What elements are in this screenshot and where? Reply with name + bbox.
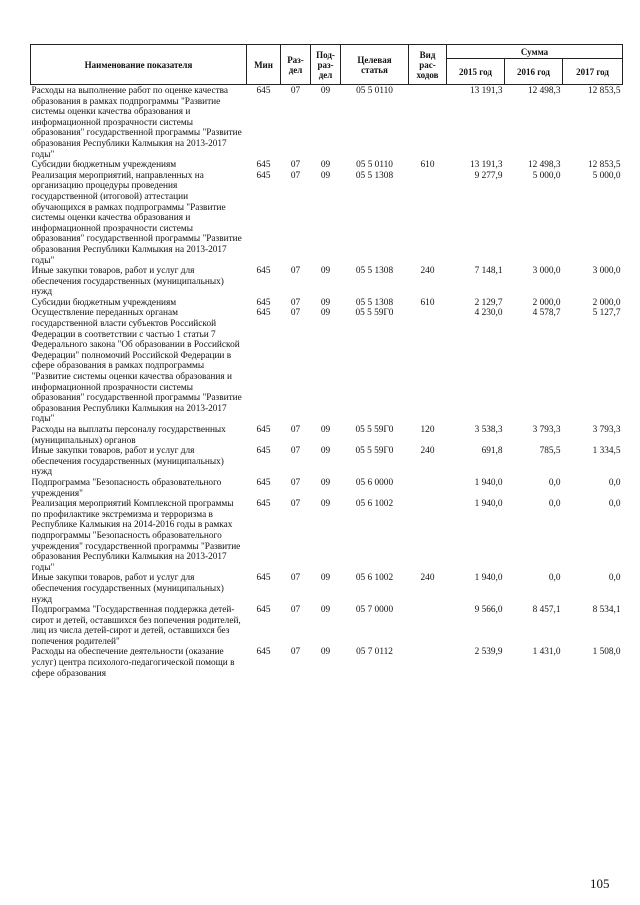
row-razdel: 07 xyxy=(290,297,301,308)
row-name: Иные закупки товаров, работ и услуг для обеспечения государственных (муниципальных) нужд xyxy=(31,446,224,478)
row-name: Расходы на выполнение работ по оценке качества образования в рамках подпрограммы "Развитие системы оценки качества образования и информационной прозрачности системы образования" государственной программы "Развитие образования Республики Калмыкия на 2013-2017 годы" xyxy=(31,86,242,160)
row-target-article: 05 6 1002 xyxy=(355,499,394,510)
row-razdel: 07 xyxy=(290,477,301,488)
row-sum-2015: 13 191,3 xyxy=(469,160,503,171)
header-target: Целевая статья xyxy=(341,45,409,85)
row-sum-2016: 0,0 xyxy=(548,573,561,584)
row-target-article: 05 5 1308 xyxy=(355,297,394,308)
row-sum-2015: 7 148,1 xyxy=(474,266,503,277)
row-expense-type xyxy=(409,499,447,573)
row-sum-2015: 1 940,0 xyxy=(474,573,503,584)
table-row xyxy=(31,573,623,605)
header-min: Мин xyxy=(247,45,281,85)
row-sum-2016: 0,0 xyxy=(548,477,561,488)
row-expense-type: 240 xyxy=(420,573,435,584)
row-sum-2016: 785,5 xyxy=(539,446,561,457)
row-target-article: 05 5 59Г0 xyxy=(355,308,394,319)
row-expense-type: 610 xyxy=(420,160,435,171)
row-min: 645 xyxy=(256,297,271,308)
row-expense-type: 240 xyxy=(420,446,435,457)
row-name: Осуществление переданных органам государственной власти субъектов Российской Федерации в соответствии с частью 1 статьи 7 Федерального закона "Об образовании в Российской Федерации" полномочий Российской Федерации в сфере образования в рамках подпрограммы "Развитие системы оценки качества образования и информационной прозрачности системы образования" государственной программы "Развитие образования Республики Калмыкия на 2013-2017 годы" xyxy=(31,308,242,425)
row-sum-2015: 13 191,3 xyxy=(469,86,503,96)
table-row xyxy=(31,478,623,499)
row-sum-2017: 3 000,0 xyxy=(592,266,621,277)
row-razdel: 07 xyxy=(290,499,301,510)
row-razdel: 07 xyxy=(290,308,301,319)
row-target-article: 05 6 1002 xyxy=(355,573,394,584)
row-sum-2015: 9 566,0 xyxy=(474,605,503,616)
row-target-article: 05 5 1308 xyxy=(355,170,394,181)
table-row xyxy=(31,298,623,309)
row-name: Реализация мероприятий, направленных на организацию процедуры проведения государственной (итоговой) аттестации обучающихся в рамках подпрограммы "Развитие системы оценки качества образования и информационной прозрачности системы образования" государственной программы "Развитие образования Республики Калмыкия на 2013-2017 годы" xyxy=(31,170,242,266)
row-podrazdel: 09 xyxy=(320,170,331,181)
row-razdel: 07 xyxy=(290,170,301,181)
row-sum-2017: 2 000,0 xyxy=(592,297,621,308)
header-2015: 2015 год xyxy=(447,59,505,85)
row-sum-2016: 12 498,3 xyxy=(527,86,561,96)
header-2016: 2016 год xyxy=(505,59,563,85)
table-row xyxy=(31,160,623,171)
row-expense-type: 610 xyxy=(420,297,435,308)
row-razdel: 07 xyxy=(290,266,301,277)
row-podrazdel: 09 xyxy=(320,297,331,308)
row-sum-2015: 9 277,9 xyxy=(474,170,503,181)
row-sum-2016: 0,0 xyxy=(548,499,561,510)
row-sum-2017: 12 853,5 xyxy=(587,160,621,171)
row-min: 645 xyxy=(256,425,271,435)
row-razdel: 07 xyxy=(290,446,301,457)
row-name: Иные закупки товаров, работ и услуг для обеспечения государственных (муниципальных) нужд xyxy=(31,266,224,298)
row-podrazdel: 09 xyxy=(320,446,331,457)
row-target-article: 05 6 0000 xyxy=(355,477,394,488)
header-2017: 2017 год xyxy=(563,59,623,85)
row-min: 645 xyxy=(256,308,271,319)
row-target-article: 05 7 0000 xyxy=(355,605,394,616)
row-min: 645 xyxy=(256,477,271,488)
row-expense-type: 240 xyxy=(420,266,435,277)
row-expense-type xyxy=(409,85,447,161)
row-podrazdel: 09 xyxy=(320,605,331,616)
row-target-article: 05 5 0110 xyxy=(356,86,393,96)
row-target-article: 05 7 0112 xyxy=(356,647,393,658)
row-sum-2015: 2 539,9 xyxy=(474,647,503,658)
row-sum-2016: 12 498,3 xyxy=(527,160,561,171)
row-sum-2016: 3 793,3 xyxy=(532,425,561,435)
row-sum-2017: 0,0 xyxy=(608,499,621,510)
row-podrazdel: 09 xyxy=(320,308,331,319)
table-row xyxy=(31,85,623,161)
row-sum-2017: 3 793,3 xyxy=(592,425,621,435)
header-vid: Вид рас- ходов xyxy=(409,45,447,85)
row-podrazdel: 09 xyxy=(320,425,331,435)
row-min: 645 xyxy=(256,605,271,616)
header-podrazdel: Под- раз- дел xyxy=(311,45,341,85)
row-expense-type xyxy=(409,478,447,499)
row-target-article: 05 5 0110 xyxy=(356,160,393,171)
row-sum-2016: 3 000,0 xyxy=(532,266,561,277)
row-name: Субсидии бюджетным учреждениям xyxy=(31,297,177,308)
row-expense-type: 120 xyxy=(420,425,435,435)
row-name: Расходы на выплаты персоналу государственных (муниципальных) органов xyxy=(31,425,226,446)
row-min: 645 xyxy=(256,446,271,457)
row-podrazdel: 09 xyxy=(320,573,331,584)
row-sum-2017: 0,0 xyxy=(608,573,621,584)
row-podrazdel: 09 xyxy=(320,499,331,510)
row-podrazdel: 09 xyxy=(320,647,331,658)
row-sum-2016: 5 000,0 xyxy=(532,170,561,181)
table-row xyxy=(31,266,623,298)
table-row xyxy=(31,647,623,679)
row-sum-2017: 1 508,0 xyxy=(592,647,621,658)
row-podrazdel: 09 xyxy=(320,477,331,488)
table-row xyxy=(31,171,623,266)
row-name: Подпрограмма "Государственная поддержка детей-сирот и детей, оставшихся без попечения родителей, лиц из числа детей-сирот и детей, оставшихся без попечения родителей" xyxy=(31,605,241,647)
row-sum-2016: 4 578,7 xyxy=(532,308,561,319)
row-podrazdel: 09 xyxy=(320,160,331,171)
row-expense-type xyxy=(409,308,447,425)
row-razdel: 07 xyxy=(290,160,301,171)
row-podrazdel: 09 xyxy=(320,266,331,277)
row-sum-2016: 1 431,0 xyxy=(532,647,561,658)
row-sum-2015: 1 940,0 xyxy=(474,477,503,488)
row-sum-2017: 1 334,5 xyxy=(592,446,621,457)
row-razdel: 07 xyxy=(290,647,301,658)
row-min: 645 xyxy=(256,266,271,277)
row-min: 645 xyxy=(256,573,271,584)
header-name: Наименование показателя xyxy=(31,45,247,85)
table-row xyxy=(31,425,623,446)
row-target-article: 05 5 59Г0 xyxy=(355,425,394,435)
row-razdel: 07 xyxy=(290,605,301,616)
row-razdel: 07 xyxy=(290,573,301,584)
header-razdel: Раз- дел xyxy=(281,45,311,85)
page-number: 105 xyxy=(590,876,610,891)
row-expense-type xyxy=(409,605,447,647)
row-sum-2015: 2 129,7 xyxy=(474,297,503,308)
table-row xyxy=(31,446,623,478)
row-expense-type xyxy=(409,647,447,679)
row-target-article: 05 5 59Г0 xyxy=(355,446,394,457)
row-name: Подпрограмма "Безопасность образовательного учреждения" xyxy=(31,477,222,499)
row-sum-2017: 12 853,5 xyxy=(587,86,621,96)
row-sum-2015: 4 230,0 xyxy=(474,308,503,319)
row-sum-2017: 8 534,1 xyxy=(592,605,621,616)
row-min: 645 xyxy=(256,86,271,96)
row-sum-2017: 5 127,7 xyxy=(592,308,621,319)
row-min: 645 xyxy=(256,160,271,171)
row-sum-2016: 2 000,0 xyxy=(532,297,561,308)
row-sum-2015: 3 538,3 xyxy=(474,425,503,435)
row-target-article: 05 5 1308 xyxy=(355,266,394,277)
row-razdel: 07 xyxy=(290,86,301,96)
table-row xyxy=(31,308,623,425)
row-podrazdel: 09 xyxy=(320,86,331,96)
header-summa: Сумма xyxy=(447,45,623,59)
table-header xyxy=(31,45,623,85)
row-min: 645 xyxy=(256,647,271,658)
table-body xyxy=(31,85,623,680)
row-name: Иные закупки товаров, работ и услуг для обеспечения государственных (муниципальных) нужд xyxy=(31,573,224,605)
table-row xyxy=(31,605,623,647)
row-name: Субсидии бюджетным учреждениям xyxy=(31,160,177,171)
row-sum-2016: 8 457,1 xyxy=(532,605,561,616)
row-min: 645 xyxy=(256,170,271,181)
row-razdel: 07 xyxy=(290,425,301,435)
row-sum-2017: 5 000,0 xyxy=(592,170,621,181)
row-sum-2015: 1 940,0 xyxy=(474,499,503,510)
budget-table xyxy=(30,44,623,679)
row-min: 645 xyxy=(256,499,271,510)
row-name: Расходы на обеспечение деятельности (оказание услуг) центра психолого-педагогической помощи в сфере образования xyxy=(31,647,235,679)
row-name: Реализация мероприятий Комплексной программы по профилактике экстремизма и терроризма в Республике Калмыкия на 2014-2016 годы в рамках подпрограммы "Безопасность образовательного учреждения" государственной программы "Развитие образования Республики Калмыкия на 2013-2017 годы" xyxy=(31,499,241,573)
row-expense-type xyxy=(409,171,447,266)
row-sum-2017: 0,0 xyxy=(608,477,621,488)
table-row xyxy=(31,499,623,573)
row-sum-2015: 691,8 xyxy=(481,446,503,457)
